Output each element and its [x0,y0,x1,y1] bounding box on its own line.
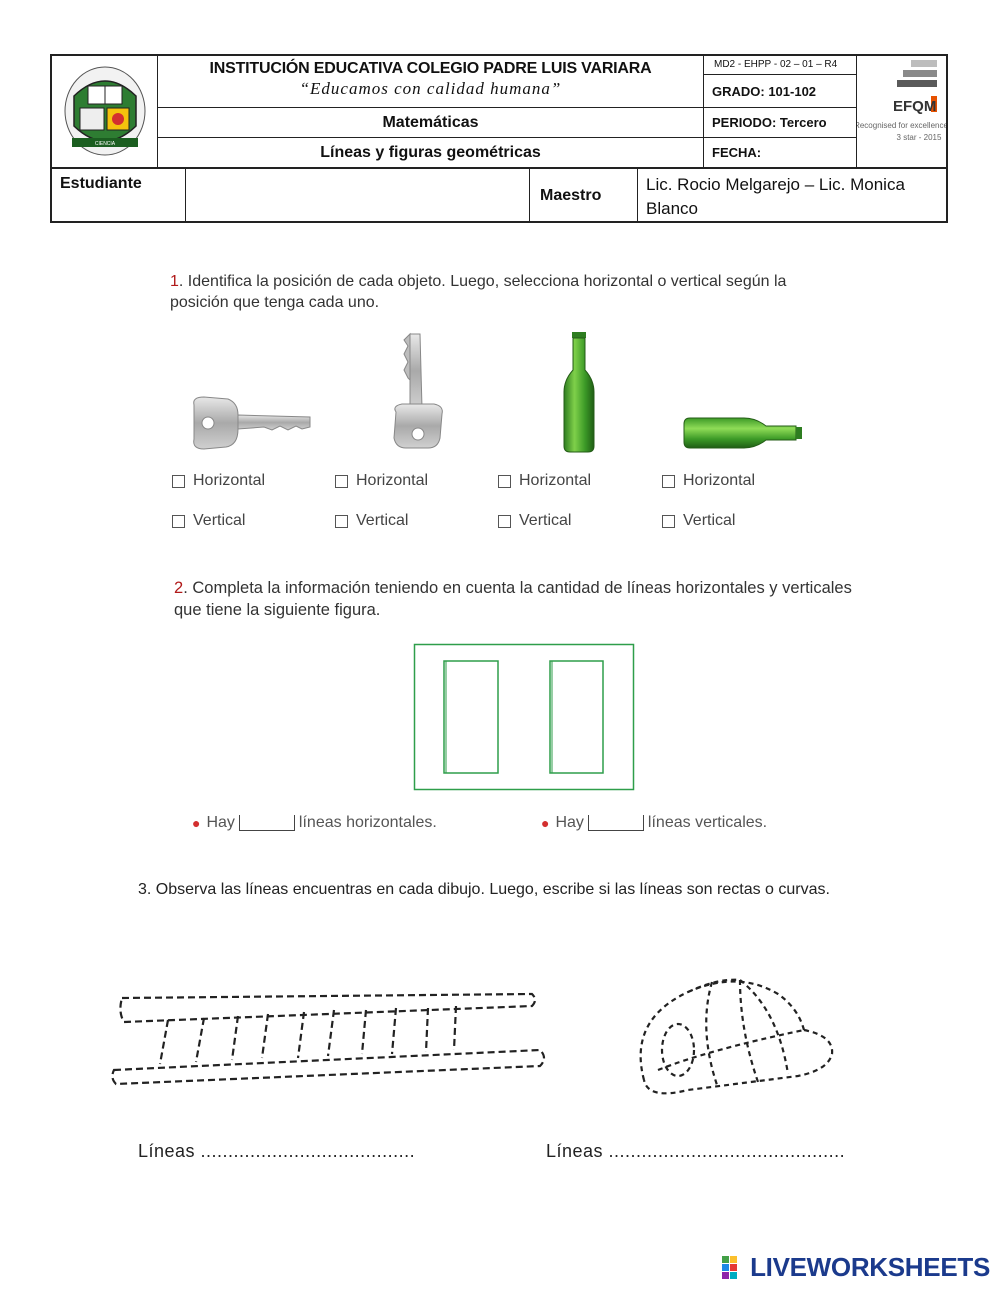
grado: GRADO: 101-102 [704,75,857,108]
q1-item2-horizontal[interactable] [335,472,428,490]
liveworksheets-logo[interactable] [722,1252,990,1283]
checkbox[interactable] [335,475,348,488]
exercise1-instruction [170,271,810,313]
ladder-drawing [108,988,553,1092]
liveworksheets-brand: LIVEWORKSHEETS [750,1252,990,1282]
hay-label: Hay [555,814,584,831]
exercise1-number: 1 [170,273,179,290]
vertical-text: líneas verticales. [647,814,768,831]
option-label: Vertical [193,512,246,529]
option-label: Vertical [356,512,409,529]
q1-item3-horizontal[interactable] [498,472,591,490]
efqm-caption: Recognised for excellence [857,121,946,130]
subject: Matemáticas [158,108,704,138]
header-row-people [52,167,946,221]
horizontal-count-input[interactable] [239,815,295,831]
option-label: Horizontal [683,472,756,489]
q1-item4-horizontal[interactable] [662,472,755,490]
exercise2-instruction [174,577,874,621]
vertical-count-input[interactable] [588,815,644,831]
checkbox[interactable] [498,475,511,488]
efqm-stars: 3 star - 2015 [896,133,942,142]
student-label: Estudiante [52,169,186,221]
vertical-count-line [541,814,767,832]
exercise1-text: . Identifica la posición de cada objeto. Luego, selecciona horizontal o vertical según la posición que tenga cada uno. [170,273,787,311]
q1-item3-vertical[interactable] [498,512,571,530]
checkbox[interactable] [172,515,185,528]
q1-item2-vertical[interactable] [335,512,408,530]
checkbox[interactable] [498,515,511,528]
institution-cell [158,56,704,108]
fecha: FECHA: [704,138,857,167]
school-logo [52,56,158,167]
bullet-icon: ● [192,815,201,831]
exercise2-text: . Completa la información teniendo en cuenta la cantidad de líneas horizontales y verticales que tiene la siguiente figura. [174,579,852,619]
answer-line-cap[interactable]: Líneas ........................................... [546,1141,846,1161]
horizontal-text: líneas horizontales. [298,814,437,831]
option-label: Horizontal [519,472,592,489]
institution-name: INSTITUCIÓN EDUCATIVA COLEGIO PADRE LUIS VARIARA [209,60,652,77]
teacher-label: Maestro [530,169,638,221]
bullet-icon: ● [541,815,550,831]
student-field[interactable] [186,169,530,221]
checkbox[interactable] [662,475,675,488]
header-table [50,54,948,223]
teacher-name: Lic. Rocio Melgarejo – Lic. Monica Blanco [646,175,905,218]
document-code: MD2 - EHPP - 02 – 01 – R4 [704,56,857,75]
q1-item1-vertical[interactable] [172,512,245,530]
topic: Líneas y figuras geométricas [158,138,704,167]
efqm-logo [857,56,946,167]
exercise2-number: 2 [174,579,184,597]
q1-item1-horizontal[interactable] [172,472,265,490]
bottle-horizontal-image [682,412,806,454]
periodo: PERIODO: Tercero [704,108,857,138]
key-vertical-image [388,330,450,450]
hay-label: Hay [206,814,235,831]
svg-text:CIENCIA: CIENCIA [94,141,116,147]
answer-line-ladder[interactable]: Líneas ....................................... [138,1141,416,1161]
q1-item4-vertical[interactable] [662,512,735,530]
option-label: Vertical [683,512,736,529]
horizontal-count-line [192,814,437,832]
key-horizontal-image [190,393,315,453]
rectangles-figure [413,643,637,793]
efqm-label: EFQM [893,98,937,115]
school-motto: “Educamos con calidad humana” [299,79,562,98]
checkbox[interactable] [172,475,185,488]
option-label: Vertical [519,512,572,529]
option-label: Horizontal [193,472,266,489]
exercise3-instruction: 3. Observa las líneas encuentras en cada dibujo. Luego, escribe si las líneas son rectas o curvas. [138,881,830,898]
bottle-vertical-image [558,330,602,454]
cap-drawing [628,970,838,1110]
checkbox[interactable] [335,515,348,528]
checkbox[interactable] [662,515,675,528]
liveworksheets-icon [722,1256,746,1280]
option-label: Horizontal [356,472,429,489]
